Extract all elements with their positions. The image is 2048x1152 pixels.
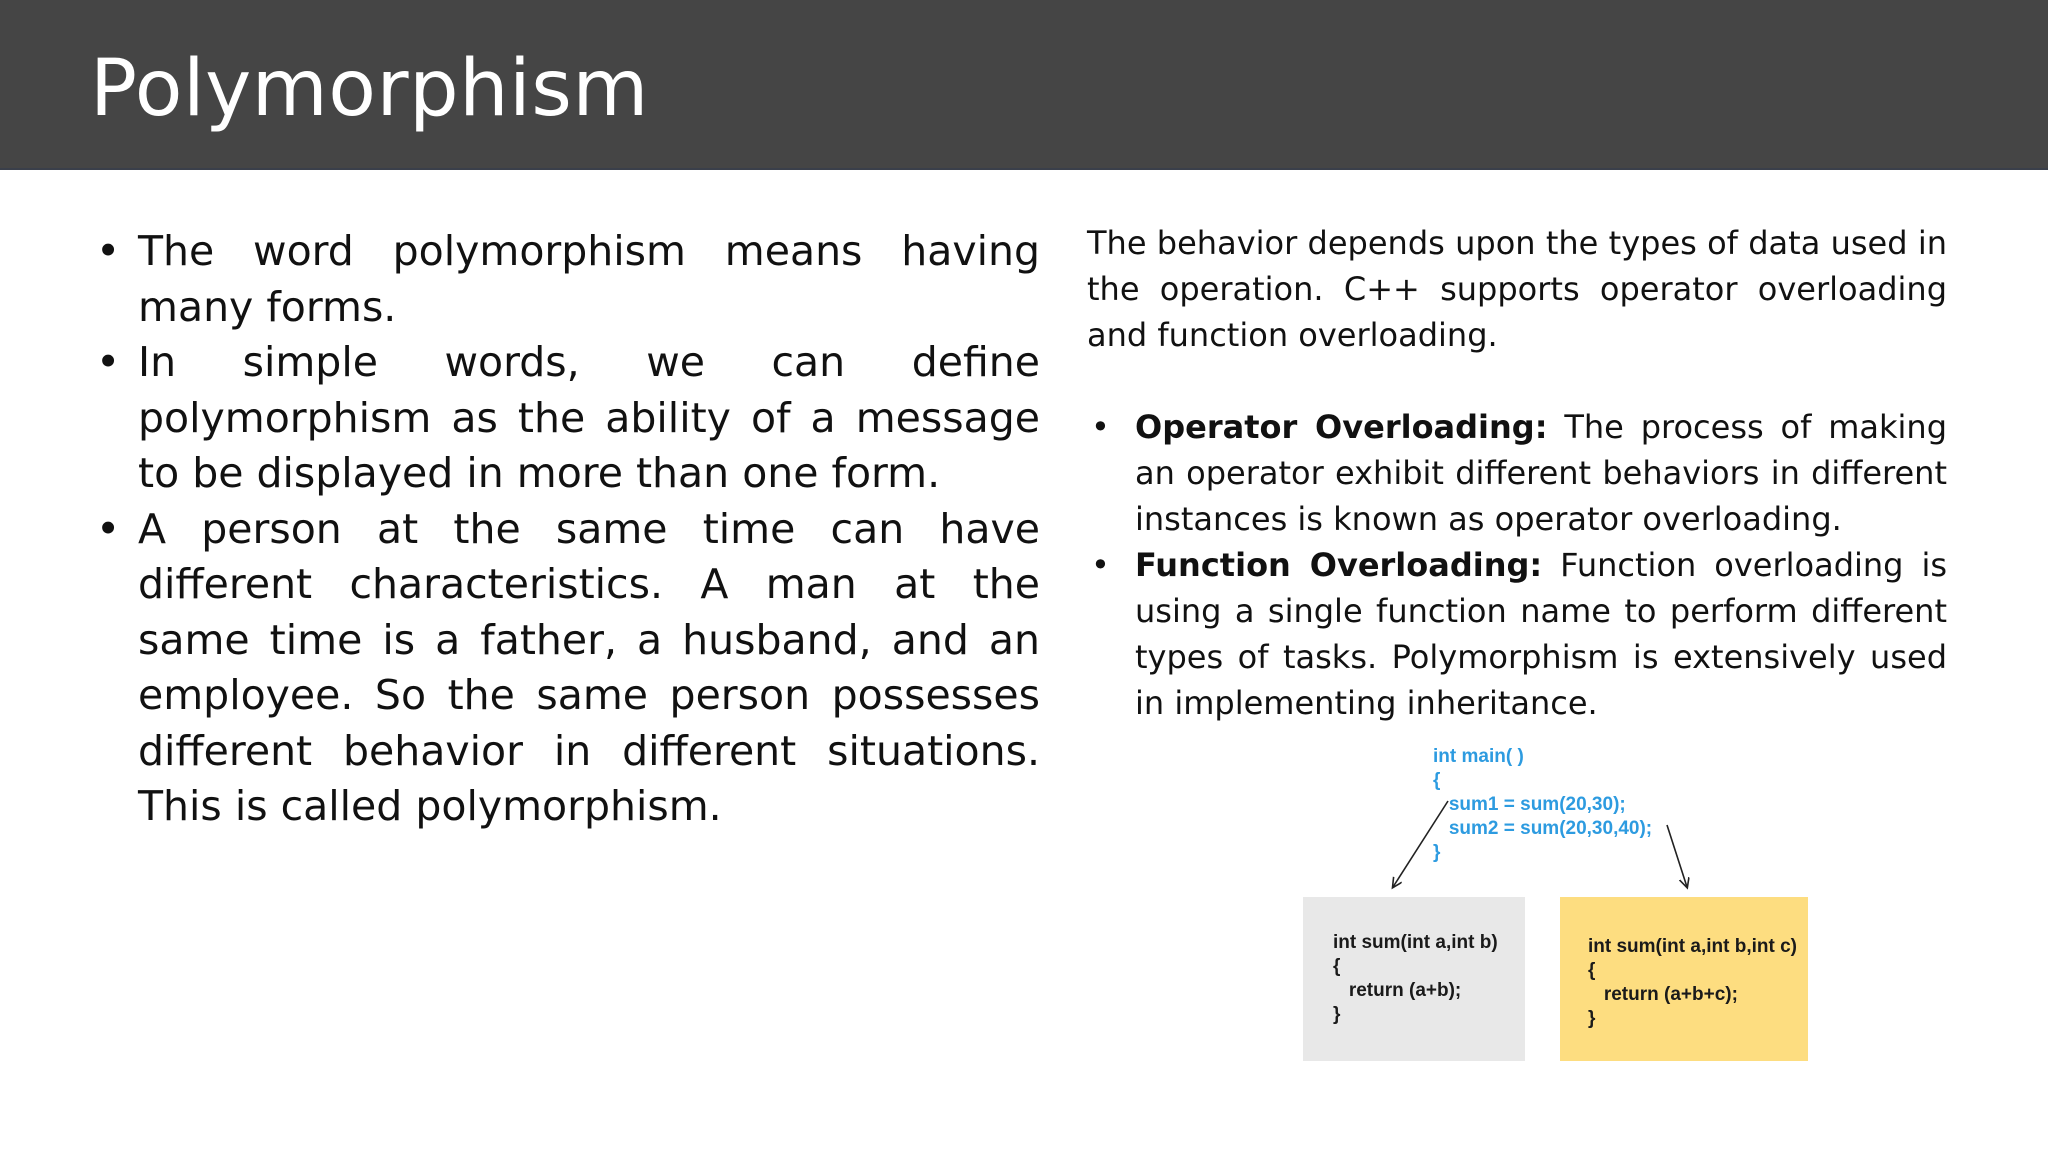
bullet-icon: • — [96, 227, 121, 275]
two-arg-function-box: int sum(int a,int b) { return (a+b); } — [1303, 897, 1525, 1061]
arrow-to-three-arg-function — [1667, 825, 1687, 887]
left-bullet-item — [90, 502, 1040, 835]
bullet-term: Function Overloading: — [1135, 546, 1543, 584]
left-bullet-text: A person at the same time can have different characteristics. A man at the same time is a father, a husband, and an employee. So the same person possesses different behavior in different situations. This is called polymorphism. — [138, 504, 1040, 830]
bullet-icon: • — [96, 504, 121, 553]
overloading-diagram — [1300, 745, 1820, 1065]
bullet-description: The process of making an operator exhibit different behaviors in different instances is known as operator overloading. — [1135, 408, 1948, 538]
intro-paragraph: The behavior depends upon the types of data used in the operation. C++ supports operator overloading and function overloading. — [1087, 224, 1947, 354]
slide-title: Polymorphism — [90, 44, 649, 134]
left-bullet-item — [90, 335, 1040, 502]
main-function-code: int main( ) { sum1 = sum(20,30); sum2 = sum(20,30,40); } — [1433, 746, 1653, 863]
left-bullet-text: In simple words, we can define polymorphism as the ability of a message to be displayed in more than one form. — [138, 338, 1040, 497]
bullet-icon: • — [1091, 546, 1110, 584]
bullet-description: Function overloading is using a single function name to perform different types of tasks. Polymorphism is extensively used in implementing inheritance. — [1135, 546, 1948, 722]
right-bullet-list — [1087, 404, 1947, 726]
right-bullet-item — [1087, 542, 1947, 726]
bullet-icon: • — [96, 338, 121, 386]
bullet-term: Operator Overloading: — [1135, 408, 1548, 446]
left-bullet-text: The word polymorphism means having many forms. — [138, 227, 1040, 331]
left-bullet-list — [90, 224, 1040, 835]
three-arg-function-box: int sum(int a,int b,int c) { return (a+b+c); } — [1560, 897, 1808, 1061]
title-bar — [0, 0, 2048, 170]
right-column — [1087, 220, 1947, 726]
right-bullet-item — [1087, 404, 1947, 542]
left-bullet-item — [90, 224, 1040, 335]
bullet-icon: • — [1091, 408, 1110, 446]
